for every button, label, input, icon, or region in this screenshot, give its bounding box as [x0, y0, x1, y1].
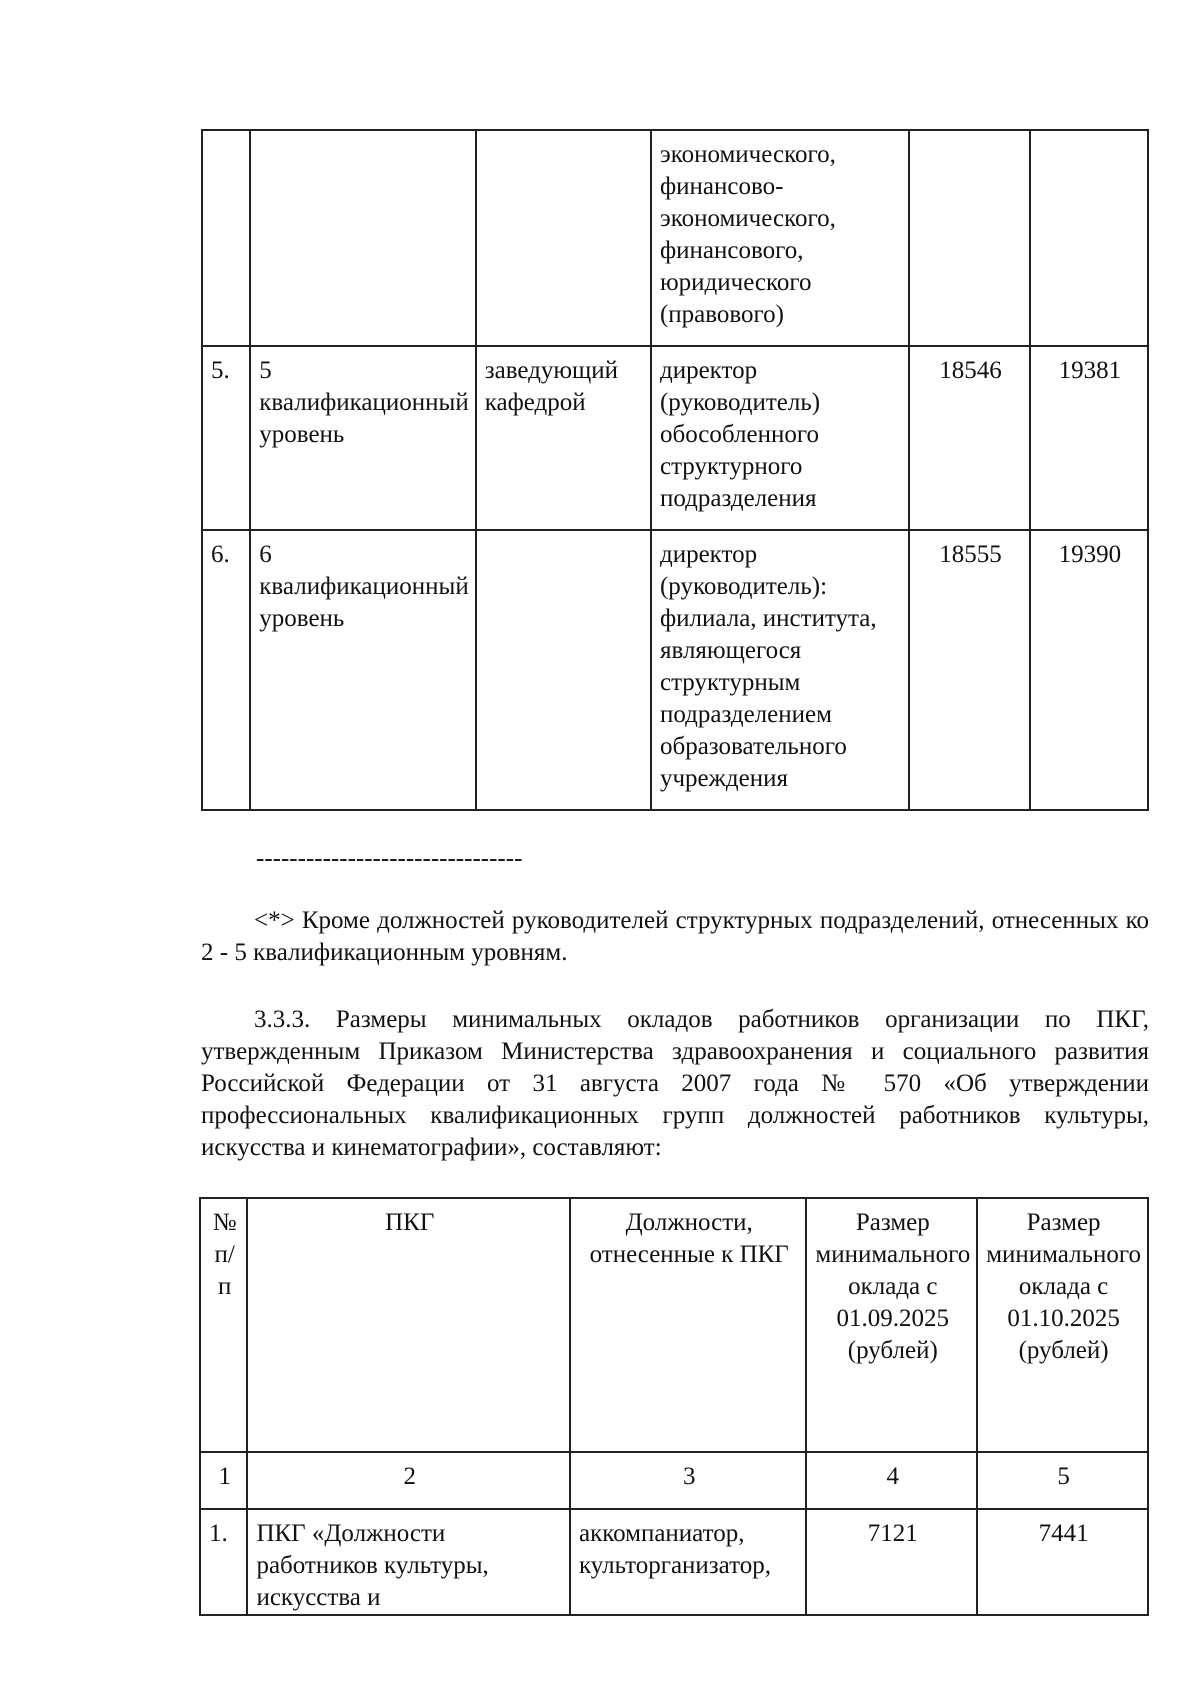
- cell-position-1: [476, 130, 651, 346]
- cell-size-1: 18555: [909, 530, 1029, 810]
- cell-level: 5 квалификационный уровень: [250, 346, 475, 530]
- cell-size-1: 18546: [909, 346, 1029, 530]
- cell-size-1: 7121: [806, 1509, 977, 1615]
- cell-number: [202, 130, 250, 346]
- cell-size-1: [909, 130, 1029, 346]
- header-pkg: ПКГ: [247, 1198, 570, 1452]
- footnote-separator: --------------------------------: [256, 845, 523, 872]
- footnote-text: <*> Кроме должностей руководителей структурных подразделений, отнесенных ко 2 - 5 квалификационным уровням.: [201, 907, 1149, 966]
- header-size-1: Размер минимального оклада с 01.09.2025 (рублей): [806, 1198, 977, 1452]
- header-row: [200, 1198, 1148, 1452]
- culture-salary-table: [199, 1197, 1149, 1616]
- col-number-2: 2: [247, 1452, 570, 1509]
- cell-number: 5.: [202, 346, 250, 530]
- cell-size-2: 7441: [977, 1509, 1148, 1615]
- column-number-row: [200, 1452, 1148, 1509]
- cell-positions: аккомпаниатор, культорганизатор,: [570, 1509, 806, 1615]
- cell-size-2: 19381: [1030, 346, 1148, 530]
- header-positions: Должности, отнесенные к ПКГ: [570, 1198, 806, 1452]
- cell-position-2: экономического, финансово-экономического, финансового, юридического (правового): [651, 130, 909, 346]
- cell-position-2: директор (руководитель): филиала, института, являющегося структурным подразделением образовательного учреждения: [651, 530, 909, 810]
- cell-position-2: директор (руководитель) обособленного структурного подразделения: [651, 346, 909, 530]
- salary-table-continued: [201, 129, 1149, 811]
- col-number-4: 4: [806, 1452, 977, 1509]
- header-size-2: Размер минимального оклада с 01.10.2025 (рублей): [977, 1198, 1148, 1452]
- col-number-1: 1: [200, 1452, 247, 1509]
- cell-size-2: [1030, 130, 1148, 346]
- cell-number: 6.: [202, 530, 250, 810]
- col-number-5: 5: [977, 1452, 1148, 1509]
- col-number-3: 3: [570, 1452, 806, 1509]
- cell-position-1: заведующий кафедрой: [476, 346, 651, 530]
- cell-pkg: ПКГ «Должности работников культуры, искусства и: [247, 1509, 570, 1615]
- table-row: [202, 530, 1148, 810]
- section-paragraph: 3.3.3. Размеры минимальных окладов работников организации по ПКГ, утвержденным Приказом Министерства здравоохранения и социального развития Российской Федерации от 31 августа 2007 года № 570 «Об утверждении профессиональных квалификационных групп должностей работников культуры, искусства и кинематографии», составляют:: [201, 1006, 1149, 1161]
- cell-number: 1.: [200, 1509, 247, 1615]
- cell-size-2: 19390: [1030, 530, 1148, 810]
- table-row: [202, 130, 1148, 346]
- table-row: [202, 346, 1148, 530]
- cell-position-1: [476, 530, 651, 810]
- cell-level: 6 квалификационный уровень: [250, 530, 475, 810]
- cell-level: [250, 130, 475, 346]
- header-number: № п/п: [200, 1198, 247, 1452]
- table-row: [200, 1509, 1148, 1615]
